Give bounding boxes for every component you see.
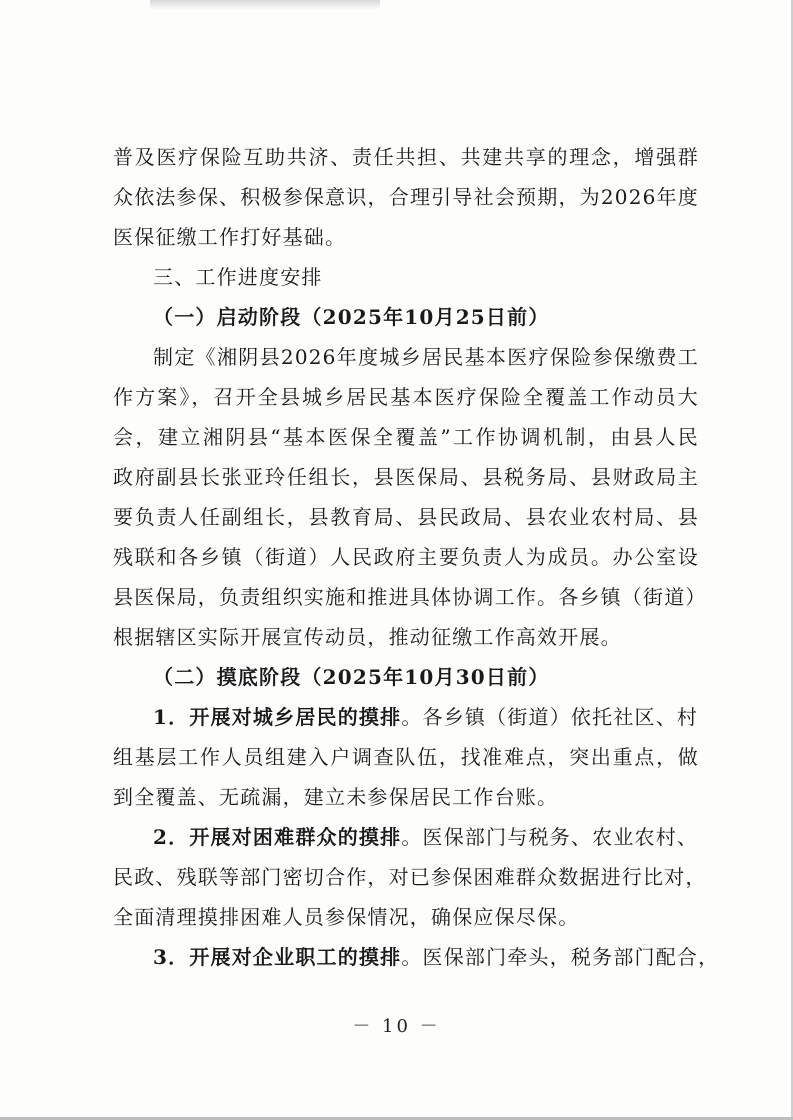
page-number: － 10 － [352, 1016, 441, 1037]
subsection-heading: （一）启动阶段（2025年10月25日前） [153, 305, 550, 329]
paragraph-line: 要负责人任副组长，县教育局、县民政局、县农业农村局、县 [113, 505, 699, 529]
item-title: 2．开展对困难群众的摸排 [153, 825, 402, 849]
item-line [113, 937, 720, 977]
paragraph-line: 作方案》，召开全县城乡居民基本医疗保险全覆盖工作动员大 [113, 385, 699, 409]
item-title: 1．开展对城乡居民的摸排 [153, 705, 402, 729]
item-title: 3．开展对企业职工的摸排 [153, 945, 402, 969]
item-text: 。医保部门牵头，税务部门配合， [401, 945, 720, 969]
paragraph-line: 到全覆盖、无疏漏，建立未参保居民工作台账。 [113, 785, 559, 809]
section-heading: 三、工作进度安排 [153, 265, 323, 289]
paragraph-line: 组基层工作人员组建入户调查队伍，找准难点，突出重点，做 [113, 745, 699, 769]
item-line [113, 817, 699, 857]
scan-shadow-top [150, 0, 380, 10]
paragraph-line: 根据辖区实际开展宣传动员，推动征缴工作高效开展。 [113, 625, 622, 649]
item-text: 。医保部门与税务、农业农村、 [401, 825, 699, 849]
paragraph-line: 残联和各乡镇（街道）人民政府主要负责人为成员。办公室设 [113, 545, 699, 569]
paragraph-line: 县医保局，负责组织实施和推进具体协调工作。各乡镇（街道） [113, 585, 707, 609]
item-text: 。各乡镇（街道）依托社区、村 [401, 705, 699, 729]
paragraph-line: 会，建立湘阴县“基本医保全覆盖”工作协调机制，由县人民 [113, 425, 699, 449]
document-body [113, 137, 720, 977]
paragraph-line: 全面清理摸排困难人员参保情况，确保应保尽保。 [113, 905, 580, 929]
paragraph-line: 政府副县长张亚玲任组长，县医保局、县税务局、县财政局主 [113, 465, 699, 489]
item-line [113, 697, 699, 737]
paragraph-line: 制定《湘阴县2026年度城乡居民基本医疗保险参保缴费工 [153, 345, 699, 369]
paragraph-line: 民政、残联等部门密切合作，对已参保困难群众数据进行比对， [113, 865, 707, 889]
paragraph-line: 医保征缴工作打好基础。 [113, 225, 347, 249]
subsection-heading: （二）摸底阶段（2025年10月30日前） [153, 665, 550, 689]
paragraph-line: 众依法参保、积极参保意识，合理引导社会预期，为2026年度 [113, 185, 699, 209]
paragraph-line: 普及医疗保险互助共济、责任共担、共建共享的理念，增强群 [113, 145, 699, 169]
